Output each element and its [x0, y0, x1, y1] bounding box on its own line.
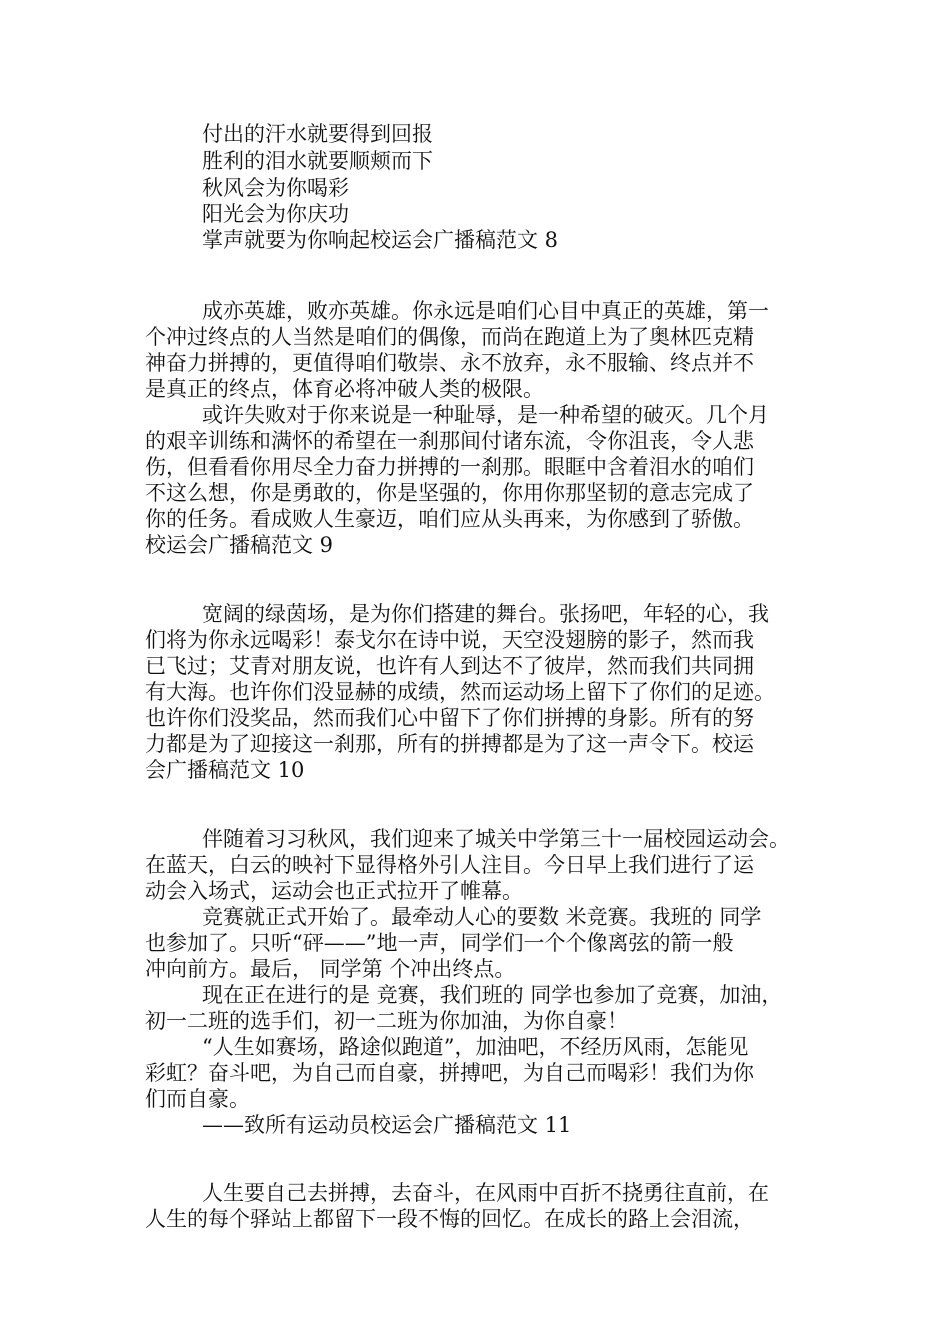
text-line: 宽阔的绿茵场，是为你们搭建的舞台。张扬吧，年轻的心，我: [202, 602, 769, 626]
text-line: 现在正在进行的是 竞赛，我们班的 同学也参加了竞赛，加油，: [202, 983, 783, 1007]
section-heading: ——致所有运动员校运会广播稿范文 11: [202, 1113, 572, 1137]
text-line: 或许失败对于你来说是一种耻辱，是一种希望的破灭。几个月: [202, 403, 769, 427]
section-heading: 掌声就要为你响起校运会广播稿范文 8: [202, 228, 559, 252]
text-line: 们将为你永远喝彩！泰戈尔在诗中说，天空没翅膀的影子，然而我: [145, 628, 754, 652]
text-line: 也许你们没奖品，然而我们心中留下了你们拼搏的身影。所有的努: [145, 706, 754, 730]
text-line: 不这么想，你是勇敢的，你是坚强的，你用你那坚韧的意志完成了: [145, 481, 754, 505]
text-line: 神奋力拼搏的，更值得咱们敬崇、永不放弃，永不服输、终点并不: [145, 351, 754, 375]
text-line: 的艰辛训练和满怀的希望在一刹那间付诸东流，令你沮丧，令人悲: [145, 429, 754, 453]
text-line: 初一二班的选手们，初一二班为你加油，为你自豪！: [145, 1009, 628, 1033]
text-line: 彩虹？奋斗吧，为自己而自豪，拼搏吧，为自己而喝彩！我们为你: [145, 1061, 754, 1085]
text-line: 阳光会为你庆功: [202, 202, 349, 226]
text-line: 伤，但看看你用尽全力奋力拼搏的一刹那。眼眶中含着泪水的咱们: [145, 455, 754, 479]
text-line: 人生要自己去拼搏，去奋斗，在风雨中百折不挠勇往直前，在: [202, 1181, 769, 1205]
text-line: 个冲过终点的人当然是咱们的偶像，而尚在跑道上为了奥林匹克精: [145, 325, 754, 349]
text-line: 竞赛就正式开始了。最牵动人心的要数 米竞赛。我班的 同学: [202, 905, 762, 929]
text-line: 已飞过；艾青对朋友说，也许有人到达不了彼岸，然而我们共同拥: [145, 654, 754, 678]
text-line: 秋风会为你喝彩: [202, 176, 349, 200]
text-line: 冲向前方。最后， 同学第 个冲出终点。: [145, 957, 516, 981]
text-line: 也参加了。只听“砰——”地一声，同学们一个个像离弦的箭一般: [145, 931, 734, 955]
text-line: 们而自豪。: [145, 1087, 250, 1111]
text-line: 在蓝天，白云的映衬下显得格外引人注目。今日早上我们进行了运: [145, 853, 754, 877]
text-line: 力都是为了迎接这一刹那，所有的拼搏都是为了这一声令下。校运: [145, 732, 754, 756]
text-line: 动会入场式，运动会也正式拉开了帷幕。: [145, 879, 523, 903]
text-line: 付出的汗水就要得到回报: [202, 122, 433, 146]
text-line: 胜利的泪水就要顺颊而下: [202, 149, 433, 173]
text-line: 人生的每个驿站上都留下一段不悔的回忆。在成长的路上会泪流，: [145, 1207, 754, 1231]
text-line: 是真正的终点，体育必将冲破人类的极限。: [145, 377, 544, 401]
text-line: 你的任务。看成败人生豪迈，咱们应从头再来，为你感到了骄傲。: [145, 507, 754, 531]
section-heading: 会广播稿范文 10: [145, 758, 305, 782]
text-line: 成亦英雄，败亦英雄。你永远是咱们心目中真正的英雄，第一: [202, 299, 769, 323]
section-heading: 校运会广播稿范文 9: [145, 533, 334, 557]
text-line: 伴随着习习秋风，我们迎来了城关中学第三十一届校园运动会。: [202, 827, 790, 851]
text-line: “人生如赛场，路途似跑道”，加油吧，不经历风雨，怎能见: [202, 1035, 749, 1059]
text-line: 有大海。也许你们没显赫的成绩，然而运动场上留下了你们的足迹。: [145, 680, 775, 704]
